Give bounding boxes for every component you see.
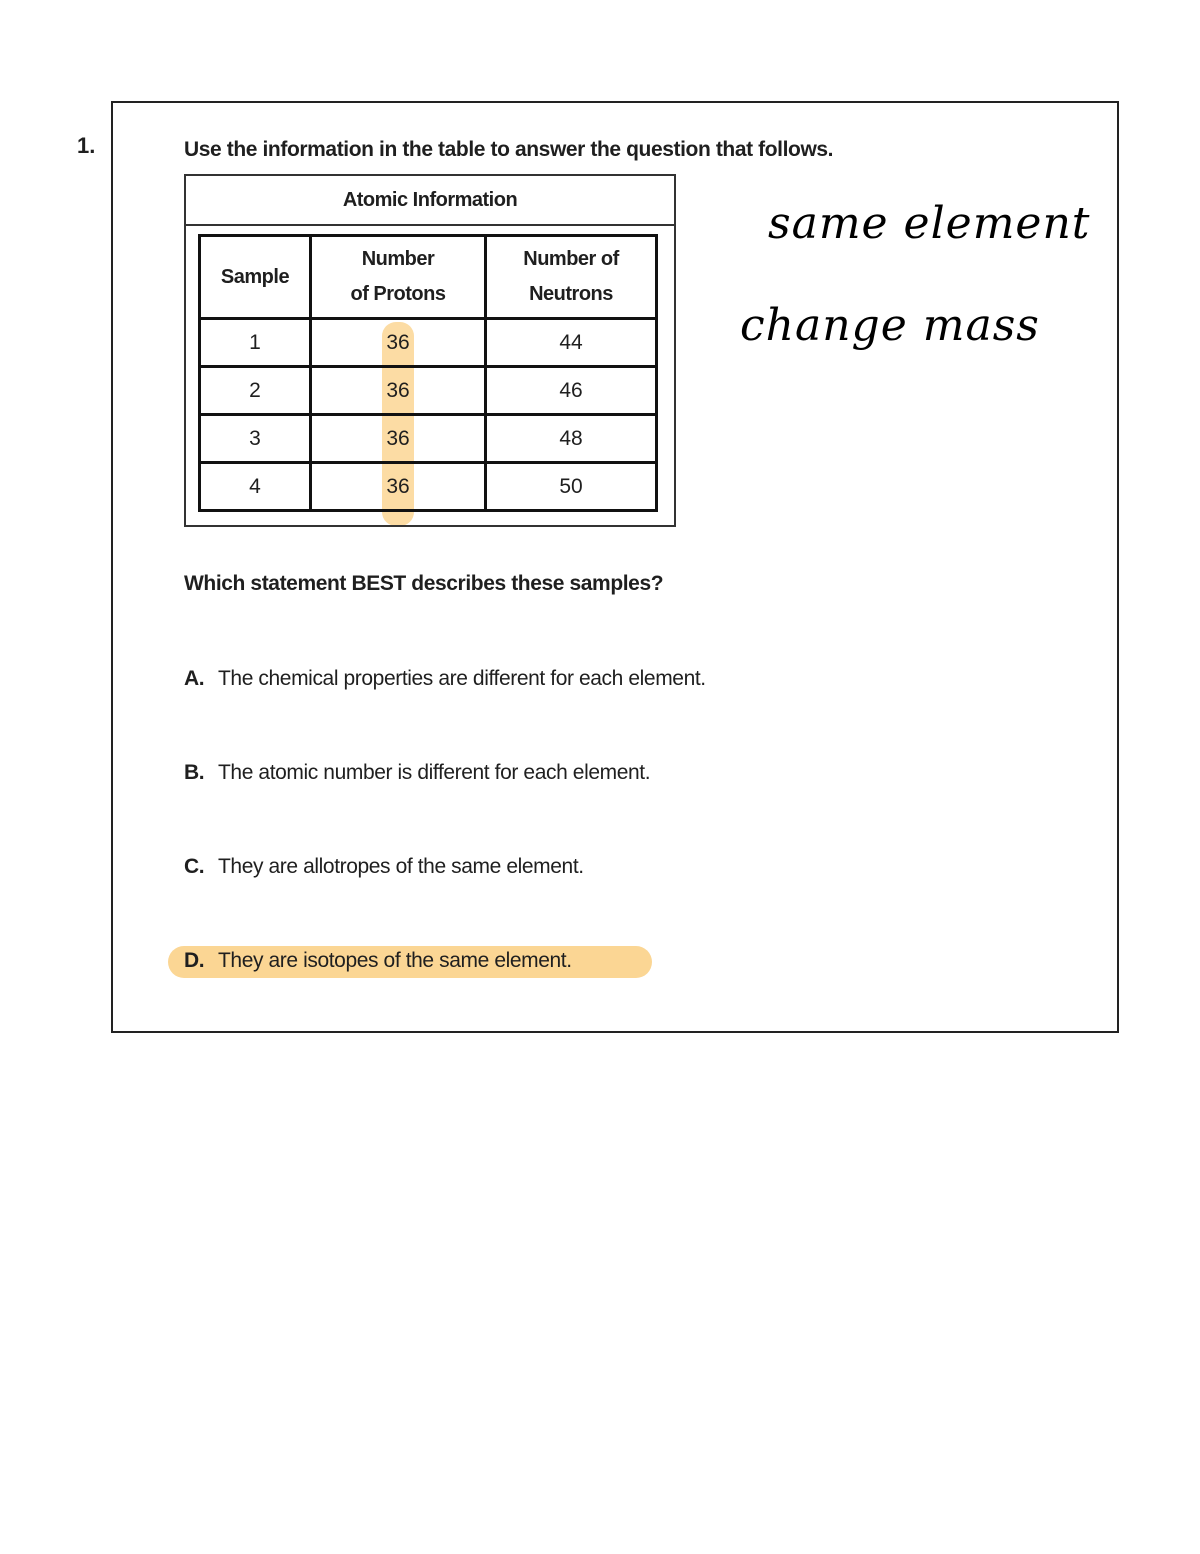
table-row <box>200 463 657 511</box>
cell-sample: 4 <box>200 463 311 511</box>
option-letter: C. <box>184 855 205 878</box>
cell-protons <box>311 319 486 367</box>
option-letter: D. <box>184 949 205 972</box>
cell-sample: 3 <box>200 415 311 463</box>
table-row <box>200 415 657 463</box>
cell-sample: 2 <box>200 367 311 415</box>
cell-sample: 1 <box>200 319 311 367</box>
question-intro: Use the information in the table to answer the question that follows. <box>184 138 834 161</box>
protons-value: 36 <box>386 426 410 450</box>
option-a[interactable] <box>184 667 706 691</box>
option-b[interactable] <box>184 761 650 785</box>
option-text: They are allotropes of the same element. <box>218 855 584 878</box>
cell-protons <box>311 415 486 463</box>
atomic-information-table <box>184 174 676 527</box>
question-stem: Which statement BEST describes these samples? <box>184 572 664 595</box>
header-protons-line2: of Protons <box>350 283 446 305</box>
option-letter: A. <box>184 667 205 690</box>
cell-neutrons: 46 <box>486 367 657 415</box>
cell-neutrons: 48 <box>486 415 657 463</box>
header-sample-text: Sample <box>220 265 290 288</box>
header-neutrons <box>486 236 657 319</box>
table-header-row <box>200 236 657 319</box>
question-number: 1. <box>77 133 96 158</box>
option-c[interactable] <box>184 855 584 879</box>
option-d[interactable] <box>184 949 572 973</box>
protons-value: 36 <box>386 474 410 498</box>
table-row <box>200 319 657 367</box>
protons-value: 36 <box>386 330 410 354</box>
option-letter: B. <box>184 761 205 784</box>
data-table <box>198 234 658 512</box>
header-neutrons-line1: Number of <box>523 248 619 270</box>
option-text: The chemical properties are different for each element. <box>218 667 706 690</box>
option-text: They are isotopes of the same element. <box>218 949 572 972</box>
cell-protons <box>311 463 486 511</box>
header-protons-line1: Number <box>361 248 435 270</box>
header-neutrons-line2: Neutrons <box>529 283 613 305</box>
handwritten-note-change-mass: change mass <box>740 300 1040 351</box>
header-sample <box>200 236 311 319</box>
header-protons <box>311 236 486 319</box>
table-row <box>200 367 657 415</box>
cell-protons <box>311 367 486 415</box>
handwritten-note-same-element: same element <box>768 198 1091 249</box>
cell-neutrons: 50 <box>486 463 657 511</box>
cell-neutrons: 44 <box>486 319 657 367</box>
option-text: The atomic number is different for each element. <box>218 761 651 784</box>
table-title: Atomic Information <box>186 176 674 226</box>
protons-value: 36 <box>386 378 410 402</box>
